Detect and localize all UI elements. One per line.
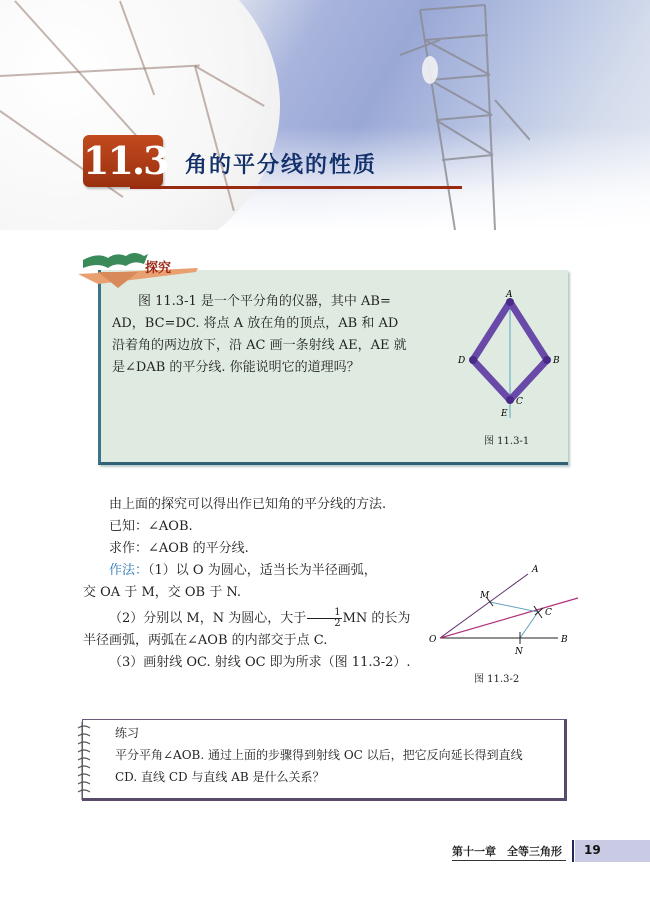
explore-banner-icon bbox=[78, 248, 198, 288]
chapter-header-banner bbox=[0, 0, 650, 230]
step2-line-b: 半径画弧，两弧在∠AOB 的内部交于点 C. bbox=[83, 633, 328, 648]
exercise-line: CD. 直线 CD 与直线 AB 是什么关系？ bbox=[115, 770, 325, 784]
point-label-M: M bbox=[480, 591, 490, 601]
explore-line: 沿着角的两边放下，沿 AC 画一条射线 AE，AE 就 bbox=[112, 338, 407, 353]
intro-line: 由上面的探究可以得出作已知角的平分线的方法. bbox=[109, 497, 387, 512]
given-value: ∠AOB. bbox=[148, 519, 193, 534]
page-number: 19 bbox=[584, 843, 601, 857]
given-line bbox=[83, 516, 428, 538]
section-title: 角的平分线的性质 bbox=[185, 153, 378, 178]
radar-dome-image bbox=[0, 0, 280, 230]
explore-line: 图 11.3-1 是一个平分角的仪器，其中 AB= bbox=[138, 294, 391, 309]
exercise-title: 练习 bbox=[115, 726, 140, 740]
step2-text-post: MN 的长为 bbox=[342, 611, 411, 626]
point-label-B: B bbox=[561, 635, 568, 645]
footer-chapter-title: 第十一章 全等三角形 bbox=[452, 843, 566, 861]
step1-line-b: 交 OA 于 M，交 OB 于 N. bbox=[83, 585, 242, 600]
step2-text-pre: （2）分别以 M，N 为圆心，大于 bbox=[109, 611, 307, 626]
explore-line: AD，BC=DC. 将点 A 放在角的顶点，AB 和 AD bbox=[112, 316, 399, 331]
explore-tag-label: 探究 bbox=[145, 261, 172, 276]
title-underline bbox=[130, 186, 462, 189]
point-label-O: O bbox=[429, 635, 437, 645]
step1-text: （1）以 O 为圆心，适当长为半径画弧， bbox=[148, 563, 377, 578]
antenna-tower-image bbox=[400, 0, 530, 230]
exercise-question bbox=[115, 744, 560, 788]
point-label-C: C bbox=[516, 397, 523, 407]
construct-line bbox=[83, 538, 428, 560]
step3-line: （3）画射线 OC. 射线 OC 即为所求（图 11.3-2）. bbox=[109, 655, 411, 670]
point-label-D: D bbox=[458, 356, 466, 366]
notebook-spiral-icon bbox=[76, 722, 94, 800]
construct-label: 求作： bbox=[109, 541, 149, 556]
point-label-B: B bbox=[553, 356, 560, 366]
section-number-badge: 11.3 bbox=[83, 135, 163, 187]
explore-line: 是∠DAB 的平分线. 你能说明它的道理吗？ bbox=[112, 360, 360, 375]
point-label-N: N bbox=[515, 647, 523, 657]
point-label-C: C bbox=[545, 608, 552, 618]
angle-bisector-instrument-figure bbox=[455, 288, 565, 428]
construction-method bbox=[83, 494, 428, 674]
footer-divider bbox=[572, 840, 574, 862]
exercise-line: 平分平角∠AOB. 通过上面的步骤得到射线 OC 以后，把它反向延长得到直线 bbox=[115, 748, 523, 762]
step1-line-a bbox=[83, 560, 428, 582]
point-label-E: E bbox=[501, 409, 508, 419]
angle-bisector-construction-figure bbox=[428, 560, 593, 670]
given-label: 已知： bbox=[109, 519, 149, 534]
figure-caption-11-3-2: 图 11.3-2 bbox=[474, 674, 520, 685]
figure-caption-11-3-1: 图 11.3-1 bbox=[484, 436, 530, 447]
construct-value: ∠AOB 的平分线. bbox=[148, 541, 249, 556]
method-label: 作法： bbox=[109, 563, 149, 578]
point-label-A: A bbox=[532, 565, 539, 575]
fraction-one-half: $\frac{1}{2}$ bbox=[307, 608, 341, 629]
explore-paragraph bbox=[112, 291, 452, 379]
step2-line-a bbox=[83, 608, 428, 630]
point-label-A: A bbox=[506, 290, 513, 300]
